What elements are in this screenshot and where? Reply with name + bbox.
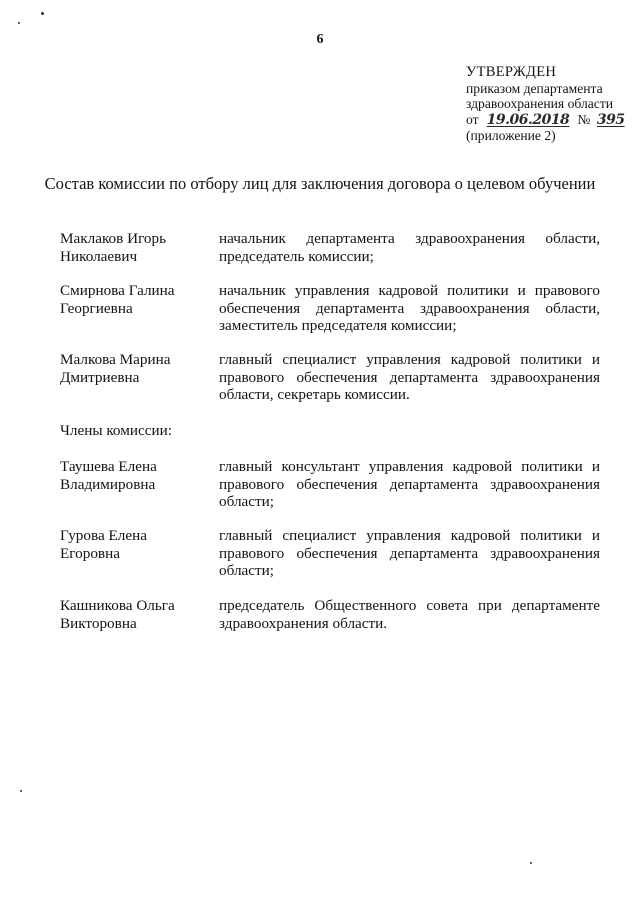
document-title: Состав комиссии по отбору лиц для заключения договора о целевом обучении <box>44 174 596 193</box>
date-prefix: от <box>466 111 479 127</box>
approval-stamp <box>466 65 636 144</box>
handwritten-order-number: 395 <box>596 111 625 128</box>
member-name: Смирнова Галина Георгиевна <box>60 282 175 317</box>
member-role: начальник департамента здравоохранения области, председатель комиссии; <box>219 230 600 265</box>
approval-date-line <box>466 112 636 129</box>
member-role: главный консультант управления кадровой политики и правового обеспечения департамента здравоохранения области; <box>219 458 600 510</box>
member-role: начальник управления кадровой политики и правового обеспечения департамента здравоохранения области, заместитель председателя комиссии; <box>219 282 600 334</box>
member-name: Кашникова Ольга Викторовна <box>60 597 175 632</box>
approval-line-2: здравоохранения области <box>466 96 614 111</box>
member-name: Маклаков Игорь Николаевич <box>60 230 167 265</box>
member-name: Таушева Елена Владимировна <box>60 458 157 493</box>
handwritten-date: 19.06.2018 <box>486 111 570 128</box>
approval-line-1: приказом департамента <box>466 80 603 96</box>
member-name: Гурова Елена Егоровна <box>60 527 147 562</box>
number-prefix: № <box>577 111 591 127</box>
member-role: председатель Общественного совета при департаменте здравоохранения области. <box>219 597 600 632</box>
members-header: Члены комиссии: <box>60 422 172 439</box>
approval-appendix: (приложение 2) <box>466 128 556 143</box>
member-role: главный специалист управления кадровой политики и правового обеспечения департамента здравоохранения области, секретарь комиссии. <box>219 351 600 403</box>
member-role: главный специалист управления кадровой политики и правового обеспечения департамента здравоохранения области; <box>219 527 600 579</box>
approval-title: УТВЕРЖДЕН <box>466 64 557 80</box>
member-name: Малкова Марина Дмитриевна <box>60 351 171 386</box>
page-number: 6 <box>316 32 324 47</box>
